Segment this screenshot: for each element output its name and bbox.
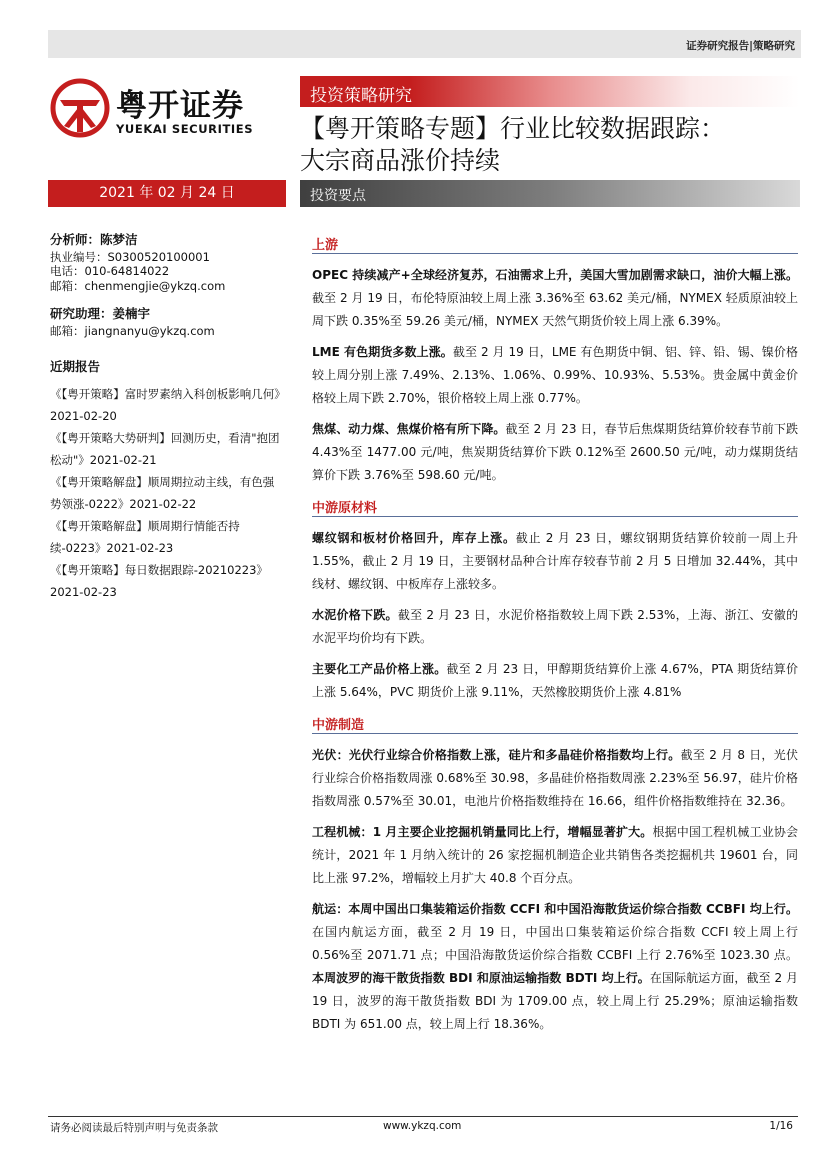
main-content: [312, 232, 798, 1044]
paragraph: 光伏：光伏行业综合价格指数上涨，硅片和多晶硅价格指数均上行。截至 2 月 8 日，光伏行业综合价格指数周涨 0.68%至 30.98，多晶硅价格指数周涨 2.23%至 56.97，硅片价格指数周涨 0.57%至 30.01，电池片价格指数维持在 16.66，组件价格指数维持在 32.36。: [312, 748, 798, 808]
paragraph: 主要化工产品价格上涨。截至 2 月 23 日，甲醇期货结算价上涨 4.67%，PTA 期货结算价上涨 5.64%，PVC 期货价上涨 9.11%，天然橡胶期货价上涨 4.81%: [312, 662, 798, 699]
recent-report-item[interactable]: 《【粤开策略解盘】顺周期拉动主线，有色强势领涨-0222》2021-02-22: [50, 474, 275, 511]
brand-name-en: YUEKAI SECURITIES: [116, 122, 254, 136]
paragraph-lead: 主要化工产品价格上涨。: [312, 662, 447, 676]
assistant-email: 邮箱：jiangnanyu@ykzq.com: [50, 323, 215, 338]
footer-website-link[interactable]: www.ykzq.com: [383, 1120, 462, 1132]
title-line-2: 大宗商品涨价持续: [300, 146, 501, 175]
page-number: 1/16: [769, 1120, 793, 1132]
paragraph: 螺纹钢和板材价格回升，库存上涨。截止 2 月 23 日，螺纹钢期货结算价较前一周上升 1.55%，截止 2 月 19 日，主要钢材品种合计库存较春节前 2 月 5 日增加 32.44%，其中线材、螺纹钢、中板库存上涨较多。: [312, 531, 798, 591]
paragraph: 水泥价格下跌。截至 2 月 23 日，水泥价格指数较上周下跌 2.53%，上海、浙江、安徽的水泥平均价均有下跌。: [312, 608, 798, 645]
paragraph-lead: 工程机械：1 月主要企业挖掘机销量同比上行，增幅显著扩大。: [312, 825, 653, 839]
category-label: 投资策略研究: [310, 86, 412, 106]
analyst-phone: 电话：010-64814022: [50, 264, 170, 278]
recent-report-item[interactable]: 《【粤开策略】每日数据跟踪-20210223》2021-02-23: [50, 562, 268, 599]
footer-divider: [48, 1116, 798, 1117]
paragraph-lead: LME 有色期货多数上涨。: [312, 345, 453, 359]
section-heading-midstream-manufacturing: 中游制造: [312, 712, 798, 734]
category-banner: [300, 76, 800, 107]
logo-emblem-icon: [50, 78, 110, 138]
paragraph: 工程机械：1 月主要企业挖掘机销量同比上行，增幅显著扩大。根据中国工程机械工业协会统计，2021 年 1 月纳入统计的 26 家挖掘机制造企业共销售各类挖掘机共 19601 台，同比上涨 97.2%，增幅较上月扩大 40.8 个百分点。: [312, 825, 798, 885]
paragraph-lead: 焦煤、动力煤、焦煤价格有所下降。: [312, 422, 506, 436]
paragraph: OPEC 持续减产+全球经济复苏，石油需求上升，美国大雪加剧需求缺口，油价大幅上涨。截至 2 月 19 日，布伦特原油较上周上涨 3.36%至 63.62 美元/桶，NYMEX 轻质原油较上周下跌 0.35%至 59.26 美元/桶，NYMEX 天然气期货价较上周上涨 6.39%。: [312, 268, 798, 328]
sidebar: [50, 233, 285, 603]
paragraph-lead: 光伏：光伏行业综合价格指数上涨，硅片和多晶硅价格指数均上行。: [312, 748, 681, 762]
paragraph: LME 有色期货多数上涨。截至 2 月 19 日，LME 有色期货中铜、铝、锌、铅、锡、镍价格较上周分别上涨 7.49%、2.13%、1.06%、0.99%、10.93%、5.53%。贵金属中黄金价格较上周下跌 2.70%，银价格较上周上涨 0.77%。: [312, 345, 798, 405]
footer-disclaimer[interactable]: 请务必阅读最后特别声明与免责条款: [50, 1122, 218, 1134]
recent-report-item[interactable]: 《【粤开策略】富时罗素纳入科创板影响几何》2021-02-20: [50, 386, 280, 423]
recent-report-item[interactable]: 《【粤开策略大势研判】回测历史，看清"抱团松动"》2021-02-21: [50, 430, 280, 467]
company-logo: [50, 78, 280, 140]
analyst-name: 分析师：陈梦洁: [50, 232, 138, 247]
header-bar: [48, 30, 801, 58]
report-type-tag: 证券研究报告|策略研究: [686, 40, 795, 52]
recent-report-item[interactable]: 《【粤开策略解盘】顺周期行情能否持续-0223》2021-02-23: [50, 518, 240, 555]
report-title: [300, 113, 805, 177]
paragraph: 焦煤、动力煤、焦煤价格有所下降。截至 2 月 23 日，春节后焦煤期货结算价较春节前下跌 4.43%至 1477.00 元/吨，焦炭期货结算价下跌 0.12%至 2600.50 元/吨，动力煤期货结算价下跌 3.76%至 598.60 元/吨。: [312, 422, 798, 482]
keypoints-label: 投资要点: [310, 188, 366, 204]
analyst-email: 邮箱：chenmengjie@ykzq.com: [50, 278, 226, 293]
assistant-name: 研究助理：姜楠宇: [50, 306, 151, 321]
paragraph-lead: 航运：本周中国出口集装箱运价指数 CCFI 和中国沿海散货运价综合指数 CCBFI 均上行。: [312, 902, 798, 916]
paragraph-lead: 螺纹钢和板材价格回升，库存上涨。: [312, 531, 516, 545]
section-heading-midstream-materials: 中游原材料: [312, 495, 798, 517]
section-heading-upstream: 上游: [312, 232, 798, 254]
paragraph-lead-2: 本周波罗的海干散货指数 BDI 和原油运输指数 BDTI 均上行。: [312, 971, 650, 985]
analyst-license: 执业编号：S0300520100001: [50, 249, 210, 264]
paragraph-lead: OPEC 持续减产+全球经济复苏，石油需求上升，美国大雪加剧需求缺口，油价大幅上涨。: [312, 268, 798, 282]
report-date: 2021 年 02 月 24 日: [48, 180, 286, 207]
recent-reports-title: 近期报告: [50, 359, 101, 374]
brand-name-cn: 粤开证券: [116, 88, 244, 124]
paragraph: 航运：本周中国出口集装箱运价指数 CCFI 和中国沿海散货运价综合指数 CCBFI 均上行。在国内航运方面，截至 2 月 19 日，中国出口集装箱运价综合指数 CCFI 较上周上行 0.56%至 2071.71 点；中国沿海散货运价综合指数 CCBFI 上行 2.76%至 1023.30 点。本周波罗的海干散货指数 BDI 和原油运输指数 BDTI 均上行。在国际航运方面，截至 2 月 19 日，波罗的海干散货指数 BDI 为 1709.00 点，较上周上行 25.29%；原油运输指数 BDTI 为 651.00 点，较上周上行 18.36%。: [312, 902, 799, 1031]
paragraph-lead: 水泥价格下跌。: [312, 608, 398, 622]
title-line-1: 【粤开策略专题】行业比较数据跟踪：: [300, 114, 726, 143]
keypoints-bar: [300, 180, 800, 207]
